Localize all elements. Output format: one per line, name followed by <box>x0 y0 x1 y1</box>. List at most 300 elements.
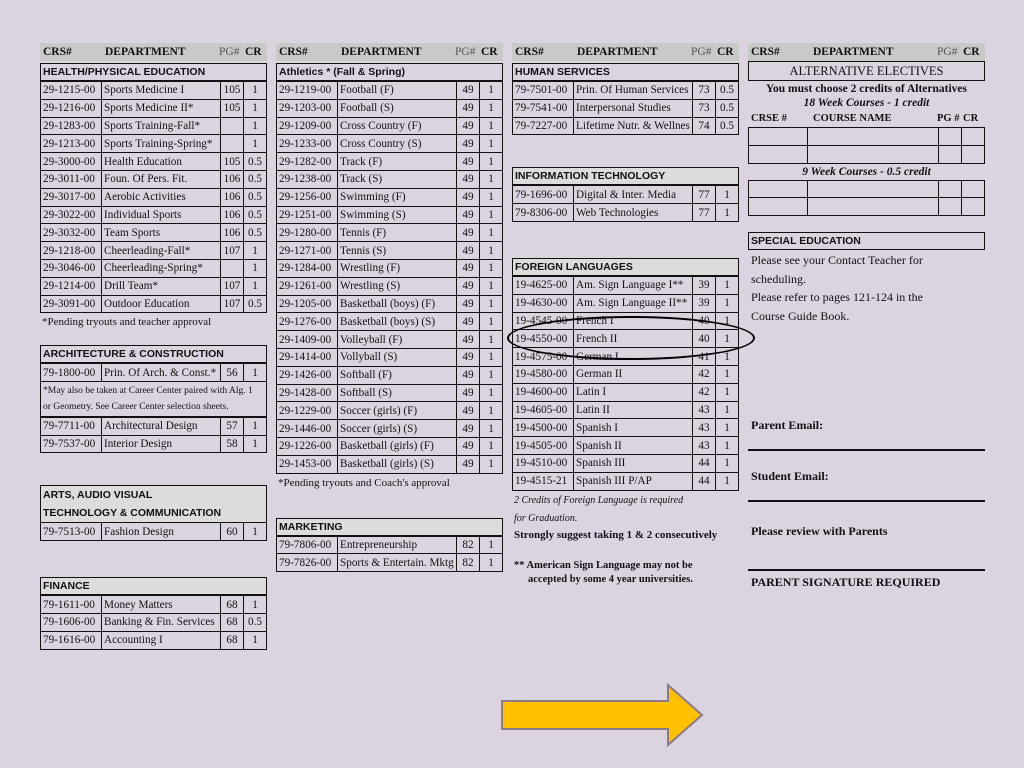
course-number: 79-1606-00 <box>41 613 102 631</box>
course-name: Football (F) <box>338 82 457 100</box>
table-row <box>513 454 739 472</box>
table-row <box>513 383 739 401</box>
course-number: 19-4515-21 <box>513 472 574 490</box>
table-row <box>749 180 985 198</box>
blank-cell[interactable] <box>808 128 939 146</box>
course-name: Track (S) <box>338 170 457 188</box>
table-row <box>41 188 267 206</box>
page-number: 49 <box>457 82 480 100</box>
blank-cell[interactable] <box>808 198 939 216</box>
credit: 1 <box>480 188 503 206</box>
course-name: Digital & Inter. Media <box>574 186 693 204</box>
it-table <box>512 185 739 222</box>
health-table <box>40 81 267 313</box>
table-row <box>41 295 267 313</box>
header-cr: CR <box>481 46 498 58</box>
section-title-health: HEALTH/PHYSICAL EDUCATION <box>40 63 267 81</box>
table-row <box>41 435 267 453</box>
credit: 1 <box>244 523 267 541</box>
table-row <box>41 613 267 631</box>
page-number: 49 <box>457 153 480 171</box>
credit: 1 <box>716 276 739 294</box>
credit: 1 <box>480 170 503 188</box>
architecture-table <box>40 363 267 416</box>
table-row <box>41 596 267 614</box>
page-number: 68 <box>221 631 244 649</box>
course-number: 79-7826-00 <box>277 554 338 572</box>
credit: 1 <box>480 384 503 402</box>
course-number: 29-1205-00 <box>277 295 338 313</box>
blank-cell[interactable] <box>749 198 808 216</box>
sped-line: Please see your Contact Teacher for <box>751 253 923 268</box>
table-row <box>277 331 503 349</box>
architecture-table-2 <box>40 417 267 454</box>
course-name: Soccer (girls) (S) <box>338 420 457 438</box>
table-row <box>277 224 503 242</box>
table-row <box>277 455 503 473</box>
table-row <box>41 631 267 649</box>
course-number: 29-1409-00 <box>277 331 338 349</box>
credit: 1 <box>716 186 739 204</box>
section-title-human-services: HUMAN SERVICES <box>512 63 739 81</box>
header-dept: DEPARTMENT <box>341 46 422 58</box>
credit: 1 <box>480 259 503 277</box>
credit: 1 <box>716 365 739 383</box>
blank-cell[interactable] <box>749 180 808 198</box>
foreign-note: Strongly suggest taking 1 & 2 consecutively <box>514 528 718 541</box>
table-row <box>41 99 267 117</box>
page-number: 107 <box>221 242 244 260</box>
arts-title-line-2: TECHNOLOGY & COMMUNICATION <box>43 507 222 520</box>
course-number: 29-1219-00 <box>277 82 338 100</box>
credit: 0.5 <box>244 295 267 313</box>
table-row <box>277 206 503 224</box>
credit: 1 <box>244 631 267 649</box>
course-name: Cross Country (S) <box>338 135 457 153</box>
course-name: Lifetime Nutr. & Wellnes <box>574 117 693 135</box>
blank-cell[interactable] <box>962 145 985 163</box>
table-row <box>277 170 503 188</box>
credit: 1 <box>480 554 503 572</box>
blank-cell[interactable] <box>939 180 962 198</box>
course-number: 79-8306-00 <box>513 204 574 222</box>
credit: 1 <box>244 277 267 295</box>
course-number: 29-1446-00 <box>277 420 338 438</box>
credit: 1 <box>480 420 503 438</box>
architecture-note: or Geometry. See Career Center selection sheets. <box>41 399 267 416</box>
course-number: 79-7711-00 <box>41 417 102 435</box>
blank-cell[interactable] <box>939 145 962 163</box>
course-name: Sports & Entertain. Mktg <box>338 554 457 572</box>
blank-cell[interactable] <box>962 128 985 146</box>
table-row <box>41 206 267 224</box>
page-number: 49 <box>457 331 480 349</box>
table-row <box>513 437 739 455</box>
course-name: French I <box>574 312 693 330</box>
course-name: Prin. Of Arch. & Const.* <box>102 364 221 382</box>
course-number: 29-1209-00 <box>277 117 338 135</box>
page-number: 43 <box>693 401 716 419</box>
page-number: 42 <box>693 383 716 401</box>
course-name: French II <box>574 330 693 348</box>
page-number: 56 <box>221 364 244 382</box>
health-note: *Pending tryouts and teacher approval <box>42 316 212 329</box>
page-number: 49 <box>457 366 480 384</box>
blank-cell[interactable] <box>749 145 808 163</box>
course-number: 79-7501-00 <box>513 82 574 100</box>
page-number: 106 <box>221 206 244 224</box>
architecture-note: *May also be taken at Career Center paired with Alg. 1 <box>41 382 267 399</box>
page-number: 49 <box>457 402 480 420</box>
table-row <box>749 145 985 163</box>
credit: 1 <box>480 331 503 349</box>
table-row <box>41 382 267 399</box>
page-number: 68 <box>221 613 244 631</box>
table-row <box>277 437 503 455</box>
blank-cell[interactable] <box>939 128 962 146</box>
course-name: Spanish II <box>574 437 693 455</box>
header-crs: CRS# <box>751 46 780 58</box>
course-name: Sports Medicine I <box>102 82 221 100</box>
course-number: 19-4580-00 <box>513 365 574 383</box>
table-row <box>277 348 503 366</box>
course-name: Latin I <box>574 383 693 401</box>
header-cr: CR <box>963 46 980 58</box>
course-number: 19-4545-00 <box>513 312 574 330</box>
credit: 1 <box>480 82 503 100</box>
course-number: 29-1238-00 <box>277 170 338 188</box>
page-number: 106 <box>221 224 244 242</box>
course-number: 29-3000-00 <box>41 153 102 171</box>
alternatives-18-week: 18 Week Courses - 1 credit <box>803 97 930 109</box>
credit: 1 <box>244 242 267 260</box>
alt-header-pg: PG # <box>937 113 960 124</box>
blank-cell[interactable] <box>749 128 808 146</box>
course-name: Architectural Design <box>102 417 221 435</box>
course-number: 19-4625-00 <box>513 276 574 294</box>
page-number: 73 <box>693 82 716 100</box>
course-number: 29-3022-00 <box>41 206 102 224</box>
course-name: Am. Sign Language I** <box>574 276 693 294</box>
alt-header-crse: CRSE # <box>751 113 787 124</box>
credit: 1 <box>480 277 503 295</box>
course-number: 19-4510-00 <box>513 454 574 472</box>
page-number: 49 <box>457 437 480 455</box>
finance-table <box>40 595 267 649</box>
course-number: 29-1215-00 <box>41 82 102 100</box>
column-header <box>276 43 503 61</box>
page-number: 106 <box>221 188 244 206</box>
course-number: 79-1800-00 <box>41 364 102 382</box>
credit: 0.5 <box>244 613 267 631</box>
course-name: Spanish I <box>574 419 693 437</box>
foreign-note: 2 Credits of Foreign Language is required <box>514 494 684 506</box>
course-number: 29-1284-00 <box>277 259 338 277</box>
course-name: Soccer (girls) (F) <box>338 402 457 420</box>
course-number: 79-7806-00 <box>277 536 338 554</box>
foreign-note: accepted by some 4 year universities. <box>528 573 693 585</box>
credit: 1 <box>244 364 267 382</box>
table-row <box>277 259 503 277</box>
course-name: Basketball (girls) (F) <box>338 437 457 455</box>
page-number: 73 <box>693 99 716 117</box>
course-name: Football (S) <box>338 99 457 117</box>
course-name: German I <box>574 348 693 366</box>
page-number: 49 <box>457 313 480 331</box>
course-number: 29-1213-00 <box>41 135 102 153</box>
signature-line[interactable] <box>748 539 985 571</box>
credit: 1 <box>480 536 503 554</box>
sped-line: Course Guide Book. <box>751 308 850 323</box>
course-name: Prin. Of Human Services <box>574 82 693 100</box>
header-cr: CR <box>717 46 734 58</box>
section-title-athletics: Athletics * (Fall & Spring) <box>276 63 503 81</box>
table-row <box>41 117 267 135</box>
course-number: 29-1426-00 <box>277 366 338 384</box>
page-number: 39 <box>693 294 716 312</box>
course-name: Vollyball (S) <box>338 348 457 366</box>
credit: 1 <box>480 295 503 313</box>
marketing-table <box>276 536 503 573</box>
credit: 1 <box>480 366 503 384</box>
arrow-right-icon <box>500 683 705 747</box>
blank-cell[interactable] <box>939 198 962 216</box>
alt-header-name: COURSE NAME <box>813 113 892 124</box>
course-name: Fashion Design <box>102 523 221 541</box>
column-4 <box>748 43 985 590</box>
course-name: Cross Country (F) <box>338 117 457 135</box>
course-name: Sports Training-Spring* <box>102 135 221 153</box>
course-number: 29-1282-00 <box>277 153 338 171</box>
course-name: Basketball (boys) (F) <box>338 295 457 313</box>
course-number: 19-4500-00 <box>513 419 574 437</box>
table-row <box>513 117 739 135</box>
course-number: 29-1271-00 <box>277 242 338 260</box>
course-number: 79-7541-00 <box>513 99 574 117</box>
table-row <box>513 419 739 437</box>
page-number: 44 <box>693 472 716 490</box>
spacer <box>276 492 503 518</box>
page-number: 106 <box>221 170 244 188</box>
course-name: Outdoor Education <box>102 295 221 313</box>
page-number: 105 <box>221 153 244 171</box>
credit: 1 <box>244 135 267 153</box>
page-number: 49 <box>457 348 480 366</box>
section-title-marketing: MARKETING <box>276 518 503 536</box>
section-title-arts <box>40 485 267 522</box>
course-name: Individual Sports <box>102 206 221 224</box>
alternatives-instruction: You must choose 2 credits of Alternatives <box>765 83 968 95</box>
page-number: 40 <box>693 330 716 348</box>
table-row <box>41 364 267 382</box>
course-number: 29-1276-00 <box>277 313 338 331</box>
signature-label: PARENT SIGNATURE REQUIRED <box>751 575 941 590</box>
table-row <box>41 135 267 153</box>
course-number: 29-1453-00 <box>277 455 338 473</box>
athletics-table <box>276 81 503 474</box>
credit: 1 <box>244 435 267 453</box>
course-name: Banking & Fin. Services <box>102 613 221 631</box>
page-number <box>221 117 244 135</box>
highlight-oval <box>507 316 755 360</box>
section-title-finance: FINANCE <box>40 577 267 595</box>
course-name: Tennis (S) <box>338 242 457 260</box>
table-row <box>277 242 503 260</box>
table-row <box>277 99 503 117</box>
course-name: Foun. Of Pers. Fit. <box>102 170 221 188</box>
credit: 1 <box>716 312 739 330</box>
header-dept: DEPARTMENT <box>577 46 658 58</box>
credit: 1 <box>716 401 739 419</box>
course-number: 19-4505-00 <box>513 437 574 455</box>
credit: 0.5 <box>716 117 739 135</box>
credit: 1 <box>244 596 267 614</box>
page-number: 58 <box>221 435 244 453</box>
course-name: Money Matters <box>102 596 221 614</box>
table-row <box>277 366 503 384</box>
course-number: 79-1696-00 <box>513 186 574 204</box>
course-name: Web Technologies <box>574 204 693 222</box>
student-email-line[interactable] <box>748 484 985 502</box>
table-row <box>277 277 503 295</box>
course-number: 29-3091-00 <box>41 295 102 313</box>
course-name: Sports Medicine II* <box>102 99 221 117</box>
course-name: Drill Team* <box>102 277 221 295</box>
course-number: 29-3011-00 <box>41 170 102 188</box>
table-row <box>513 99 739 117</box>
credit: 1 <box>480 153 503 171</box>
alternative-electives-title: ALTERNATIVE ELECTIVES <box>748 61 985 81</box>
page-number: 43 <box>693 437 716 455</box>
credit: 1 <box>716 454 739 472</box>
credit: 1 <box>716 472 739 490</box>
page-number: 49 <box>457 117 480 135</box>
table-row <box>513 276 739 294</box>
credit: 1 <box>480 206 503 224</box>
credit: 1 <box>244 259 267 277</box>
course-name: Interpersonal Studies <box>574 99 693 117</box>
course-number: 29-1414-00 <box>277 348 338 366</box>
table-row <box>41 417 267 435</box>
credit: 1 <box>480 455 503 473</box>
page-number: 49 <box>457 99 480 117</box>
column-1 <box>40 43 267 650</box>
credit: 1 <box>480 313 503 331</box>
course-number: 29-1261-00 <box>277 277 338 295</box>
course-name: Team Sports <box>102 224 221 242</box>
course-number: 19-4605-00 <box>513 401 574 419</box>
page-number: 49 <box>457 259 480 277</box>
page-number: 40 <box>693 312 716 330</box>
blank-cell[interactable] <box>808 180 939 198</box>
blank-cell[interactable] <box>808 145 939 163</box>
table-row <box>277 536 503 554</box>
special-education-text <box>748 251 985 325</box>
table-row <box>277 313 503 331</box>
page-number: 57 <box>221 417 244 435</box>
course-number: 29-1203-00 <box>277 99 338 117</box>
column-header <box>512 43 739 61</box>
table-row <box>41 153 267 171</box>
blank-cell[interactable] <box>962 180 985 198</box>
table-row <box>277 117 503 135</box>
course-number: 29-3032-00 <box>41 224 102 242</box>
table-row <box>277 554 503 572</box>
table-row <box>277 295 503 313</box>
credit: 1 <box>480 437 503 455</box>
course-number: 29-3046-00 <box>41 259 102 277</box>
alternatives-header <box>748 113 985 127</box>
page-number: 74 <box>693 117 716 135</box>
page-number: 82 <box>457 554 480 572</box>
column-header <box>748 43 985 61</box>
course-number: 19-4630-00 <box>513 294 574 312</box>
credit: 1 <box>716 294 739 312</box>
table-row <box>41 399 267 416</box>
review-note: Please review with Parents <box>751 524 888 539</box>
page-number: 44 <box>693 454 716 472</box>
table-row <box>41 523 267 541</box>
header-pg: PG# <box>219 46 240 58</box>
sped-line: Please refer to pages 121-124 in the <box>751 290 923 305</box>
course-number: 19-4575-00 <box>513 348 574 366</box>
page-number: 82 <box>457 536 480 554</box>
header-crs: CRS# <box>279 46 308 58</box>
table-row <box>41 259 267 277</box>
table-row <box>41 277 267 295</box>
student-email-label: Student Email: <box>751 469 829 484</box>
course-number: 29-1428-00 <box>277 384 338 402</box>
section-title-foreign: FOREIGN LANGUAGES <box>512 258 739 276</box>
credit: 1 <box>244 99 267 117</box>
credit: 1 <box>480 224 503 242</box>
course-number: 79-1616-00 <box>41 631 102 649</box>
table-row <box>277 384 503 402</box>
table-row <box>513 472 739 490</box>
page-number: 49 <box>457 188 480 206</box>
course-name: Accounting I <box>102 631 221 649</box>
page-number: 49 <box>457 420 480 438</box>
blank-cell[interactable] <box>962 198 985 216</box>
course-number: 29-1226-00 <box>277 437 338 455</box>
course-name: Basketball (girls) (S) <box>338 455 457 473</box>
page-number: 42 <box>693 365 716 383</box>
course-number: 29-1216-00 <box>41 99 102 117</box>
header-pg: PG# <box>455 46 476 58</box>
page-number: 49 <box>457 242 480 260</box>
page-number: 43 <box>693 419 716 437</box>
page-number: 49 <box>457 170 480 188</box>
page-number: 77 <box>693 186 716 204</box>
alt-header-cr: CR <box>963 113 979 124</box>
table-row <box>277 153 503 171</box>
course-number: 19-4600-00 <box>513 383 574 401</box>
page-number <box>221 259 244 277</box>
table-row <box>41 224 267 242</box>
parent-email-line[interactable] <box>748 433 985 451</box>
spacer <box>512 135 739 167</box>
foreign-note: for Graduation. <box>514 512 578 524</box>
header-crs: CRS# <box>43 46 72 58</box>
course-name: Softball (F) <box>338 366 457 384</box>
human-services-table <box>512 81 739 135</box>
credit: 1 <box>716 330 739 348</box>
course-name: Basketball (boys) (S) <box>338 313 457 331</box>
course-name: Am. Sign Language II** <box>574 294 693 312</box>
course-name: Cheerleading-Fall* <box>102 242 221 260</box>
table-row <box>41 170 267 188</box>
table-row <box>513 82 739 100</box>
